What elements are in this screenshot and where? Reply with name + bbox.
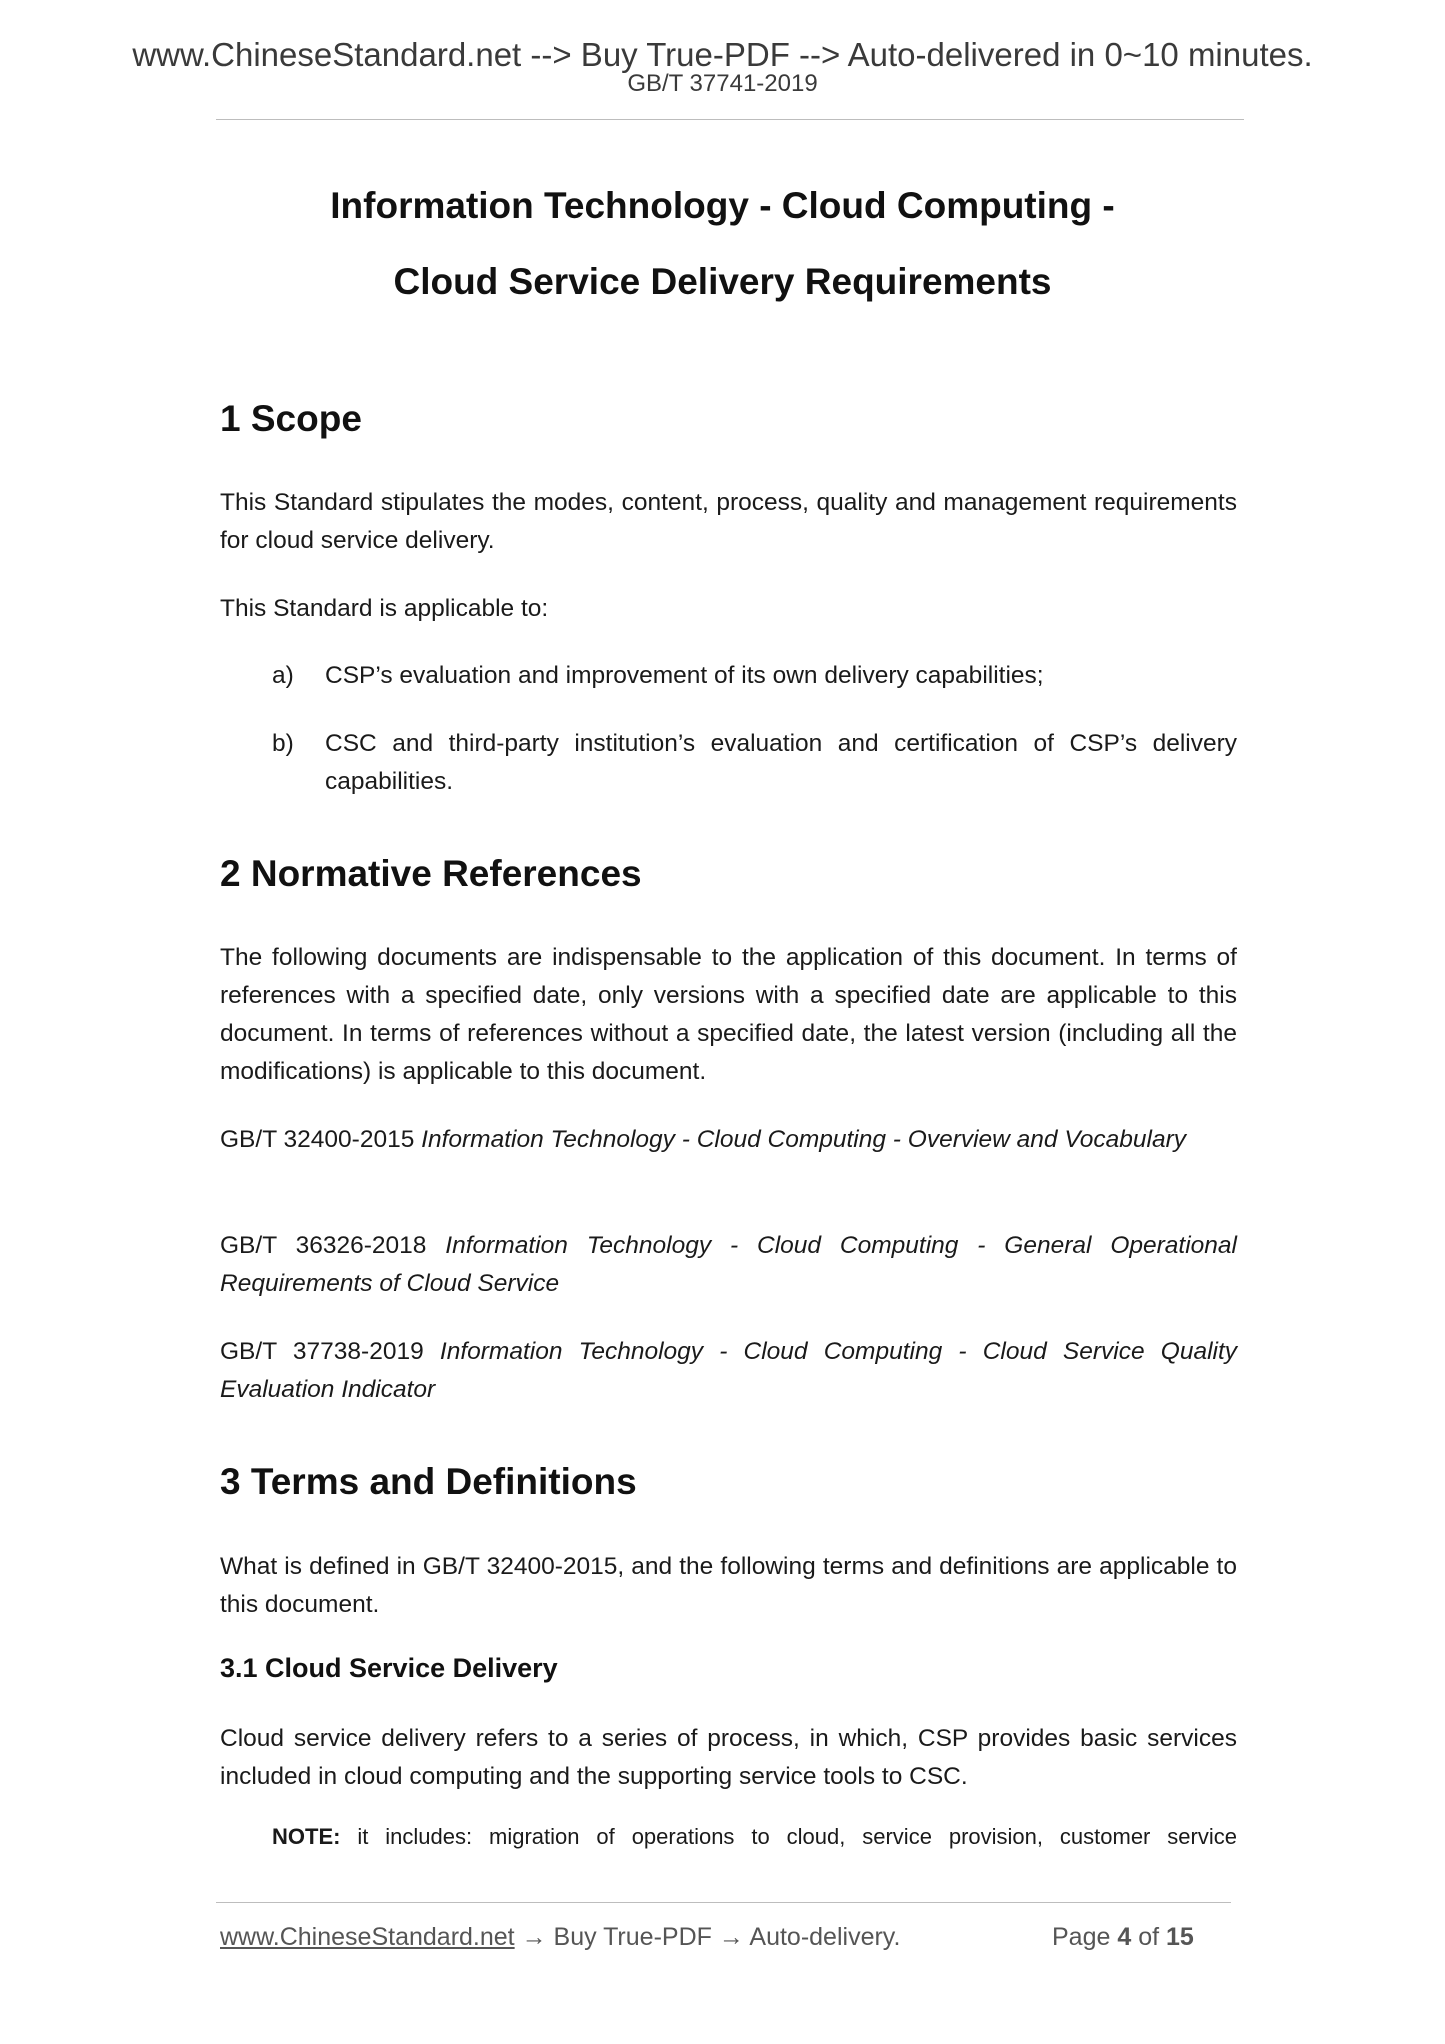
- section-2-heading: 2 Normative References: [220, 853, 642, 894]
- page-number: 4: [1117, 1923, 1132, 1951]
- footer-promo: [220, 1925, 900, 1950]
- standard-code: GB/T 37741-2019: [627, 70, 818, 97]
- footer-tail: → Buy True-PDF → Auto-delivery.: [514, 1923, 901, 1951]
- document-title-line-1: Information Technology - Cloud Computing -: [330, 185, 1115, 226]
- footer-link[interactable]: www.ChineseStandard.net: [220, 1923, 515, 1951]
- list-item-b: [272, 725, 1237, 801]
- reference-code: GB/T 37738-2019: [220, 1338, 424, 1365]
- reference-code: GB/T 32400-2015: [220, 1126, 415, 1153]
- reference-title: Information Technology - Cloud Computing - Cloud Service Quality Evaluation Indicator: [220, 1338, 1238, 1403]
- terms-intro-paragraph: What is defined in GB/T 32400-2015, and the following terms and definitions are applicable to this document.: [220, 1553, 1237, 1618]
- list-item-a: [272, 657, 1237, 695]
- note-label: NOTE:: [272, 1824, 341, 1849]
- document-title-line-2: Cloud Service Delivery Requirements: [393, 261, 1052, 302]
- normative-intro-paragraph: The following documents are indispensable to the application of this document. In terms of references with a specified date, only versions with a specified date are applicable to this document. In terms of references without a specified date, the latest version (including all the modifications) is applicable to this document.: [220, 944, 1237, 1085]
- applicability-intro: This Standard is applicable to:: [220, 595, 549, 622]
- note-text: it includes: migration of operations to cloud, service provision, customer service: [357, 1824, 1237, 1849]
- of-label: of: [1138, 1923, 1160, 1951]
- section-3-heading: 3 Terms and Definitions: [220, 1461, 637, 1502]
- reference-entry: [220, 1227, 1237, 1303]
- page-indicator: [1052, 1925, 1194, 1950]
- page-total: 15: [1166, 1923, 1194, 1951]
- definition-paragraph: Cloud service delivery refers to a series of process, in which, CSP provides basic services included in cloud computing and the supporting service tools to CSC.: [220, 1725, 1237, 1790]
- top-banner: www.ChineseStandard.net --> Buy True-PDF --> Auto-delivered in 0~10 minutes.: [132, 36, 1313, 73]
- reference-title: Information Technology - Cloud Computing - General Operational Requirements of Cloud Service: [220, 1232, 1238, 1297]
- list-item-text: CSC and third-party institution’s evaluation and certification of CSP’s delivery capabilities.: [325, 730, 1237, 795]
- subsection-3-1-heading: 3.1 Cloud Service Delivery: [220, 1653, 558, 1683]
- reference-title: Information Technology - Cloud Computing - Overview and Vocabulary: [421, 1126, 1187, 1153]
- list-marker: b): [272, 730, 294, 757]
- reference-entry: [220, 1121, 1237, 1159]
- reference-entry: [220, 1333, 1237, 1409]
- header-divider: [216, 119, 1244, 120]
- list-item-text: CSP’s evaluation and improvement of its own delivery capabilities;: [325, 662, 1044, 689]
- definition-note: [272, 1822, 1237, 1852]
- section-1-heading: 1 Scope: [220, 398, 362, 439]
- page-label: Page: [1052, 1923, 1111, 1951]
- footer-divider: [216, 1902, 1231, 1903]
- scope-paragraph: This Standard stipulates the modes, content, process, quality and management requirements for cloud service delivery.: [220, 489, 1237, 554]
- list-marker: a): [272, 662, 294, 689]
- reference-code: GB/T 36326-2018: [220, 1232, 427, 1259]
